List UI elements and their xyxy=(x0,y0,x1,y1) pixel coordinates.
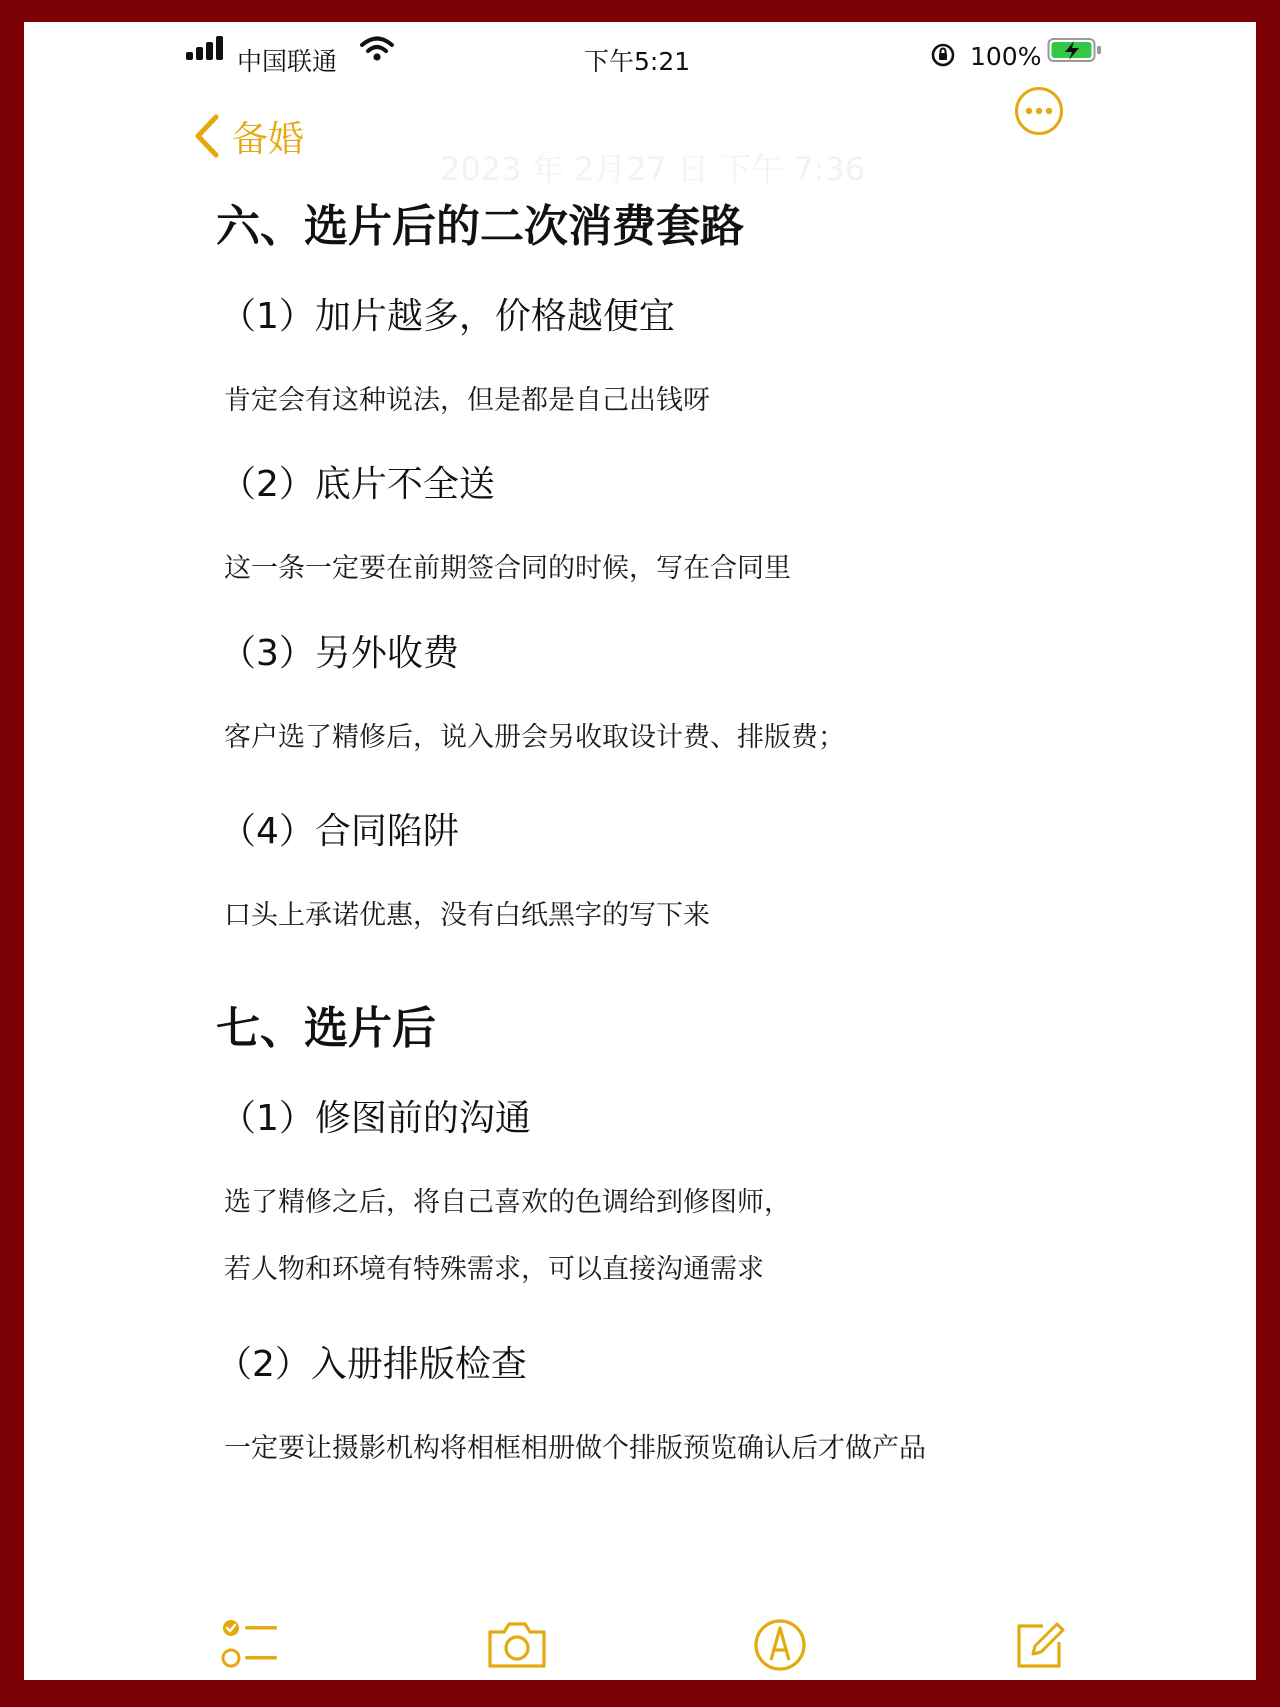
back-button[interactable] xyxy=(194,106,304,166)
note-date-faded: 2023 年 2月27 日 下午 7:36 xyxy=(440,150,866,188)
section-6-item-2-heading: （2）底片不全送 xyxy=(220,464,495,505)
section-7-title: 七、选片后 xyxy=(216,1003,436,1054)
camera-icon[interactable] xyxy=(486,1618,548,1672)
section-6-item-2-text: 这一条一定要在前期签合同的时候，写在合同里 xyxy=(224,553,791,584)
section-6-item-3-text: 客户选了精修后，说入册会另收取设计费、排版费； xyxy=(224,722,845,753)
section-7-item-2-heading: （2）入册排版检查 xyxy=(216,1344,527,1385)
orientation-lock-icon xyxy=(930,42,956,68)
chevron-left-icon xyxy=(194,114,220,158)
wifi-icon xyxy=(360,36,394,62)
more-options-button[interactable] xyxy=(1014,86,1064,136)
compose-icon[interactable] xyxy=(1013,1618,1067,1672)
status-time: 下午5:21 xyxy=(584,47,691,76)
checklist-icon[interactable] xyxy=(221,1618,281,1672)
section-7-item-1-text-line-1: 选了精修之后，将自己喜欢的色调给到修图师， xyxy=(224,1187,791,1218)
notes-screen xyxy=(24,22,1256,1680)
battery-percent: 100% xyxy=(970,42,1042,71)
section-6-item-3-heading: （3）另外收费 xyxy=(220,633,459,674)
section-6-item-4-heading: （4）合同陷阱 xyxy=(220,811,459,852)
section-7-item-1-text-line-2: 若人物和环境有特殊需求，可以直接沟通需求 xyxy=(224,1254,764,1285)
section-6-item-4-text: 口头上承诺优惠，没有白纸黑字的写下来 xyxy=(224,900,710,931)
section-7-item-1-heading: （1）修图前的沟通 xyxy=(220,1098,531,1139)
section-6-item-1-heading: （1）加片越多，价格越便宜 xyxy=(220,296,675,337)
back-label: 备婚 xyxy=(232,118,305,160)
section-6-title: 六、选片后的二次消费套路 xyxy=(216,201,744,252)
battery-charging-icon xyxy=(1047,36,1103,64)
status-bar xyxy=(24,22,1256,82)
carrier-name: 中国联通 xyxy=(237,47,338,76)
markup-pen-icon[interactable] xyxy=(753,1618,807,1672)
section-6-item-1-text: 肯定会有这种说法，但是都是自己出钱呀 xyxy=(224,385,710,416)
section-7-item-2-text: 一定要让摄影机构将相框相册做个排版预览确认后才做产品 xyxy=(224,1433,926,1464)
cellular-signal-icon xyxy=(186,36,226,60)
